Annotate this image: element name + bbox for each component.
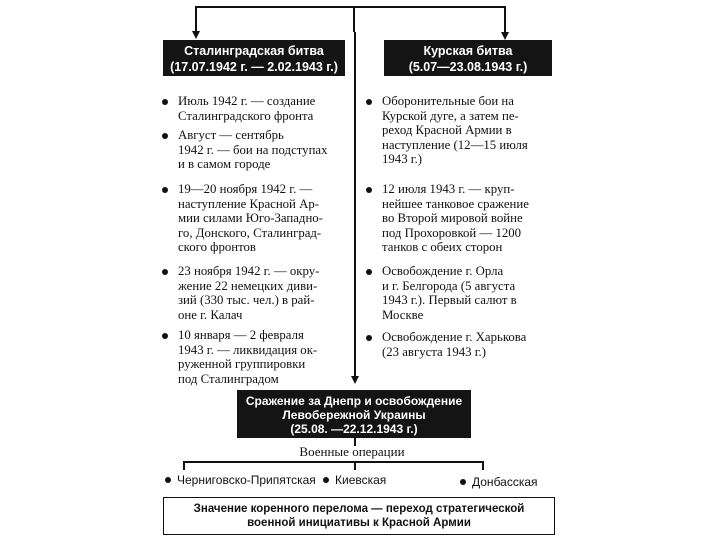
operation-item: Киевская bbox=[323, 473, 386, 487]
significance-box bbox=[163, 497, 555, 535]
bullet-icon bbox=[162, 333, 168, 339]
stalingrad-dates: (17.07.1942 г. — 2.02.1943 г.) bbox=[170, 60, 338, 74]
dnieper-title-line1: Сражение за Днепр и освобождение bbox=[245, 394, 463, 408]
central-divider-line bbox=[354, 32, 356, 378]
bullet-icon bbox=[162, 133, 168, 139]
dnieper-dates: (25.08. —22.12.1943 г.) bbox=[290, 422, 418, 436]
stalingrad-title: Сталинградская битва bbox=[184, 44, 324, 58]
operations-label: Военные операции bbox=[299, 444, 405, 459]
list-item: Июль 1942 г. — создание Сталинградского фронта bbox=[162, 94, 347, 123]
top-connector-right-vertical bbox=[353, 6, 355, 32]
list-item: 12 июля 1943 г. — круп- нейшее танковое сражение во Второй мировой войне под Прохоровкой — 1200 танков с обеих сторон bbox=[366, 182, 556, 255]
list-item: Освобождение г. Орла и г. Белгорода (5 августа 1943 г.). Первый салют в Москве bbox=[366, 264, 556, 322]
bullet-icon bbox=[323, 477, 329, 483]
list-item: 10 января — 2 февраля 1943 г. — ликвидация ок- руженной группировки под Сталинградом bbox=[162, 328, 347, 386]
list-item: 23 ноября 1942 г. — окру- жение 22 немецких диви- зий (330 тыс. чел.) в рай- оне г. Калач bbox=[162, 264, 347, 322]
list-item: Освобождение г. Харькова (23 августа 1943 г.) bbox=[366, 330, 556, 359]
bullet-icon bbox=[162, 269, 168, 275]
kursk-dates: (5.07—23.08.1943 г.) bbox=[408, 60, 528, 74]
list-item: Август — сентябрь 1942 г. — бои на подступах и в самом городе bbox=[162, 128, 347, 172]
list-item: 19—20 ноября 1942 г. — наступление Красной Ар- мии силами Юго-Западно- го, Донского, Сталинград- ского фронтов bbox=[162, 182, 347, 255]
operation-item: Донбасская bbox=[460, 475, 538, 489]
bullet-icon bbox=[162, 187, 168, 193]
bullet-icon bbox=[165, 477, 171, 483]
operations-bracket-center bbox=[354, 461, 356, 470]
operations-bracket-left bbox=[183, 461, 185, 470]
kursk-title: Курская битва bbox=[423, 44, 513, 58]
operations-bracket-horizontal bbox=[183, 461, 483, 463]
significance-line2: военной инициативы к Красной Армии bbox=[247, 517, 471, 529]
bullet-icon bbox=[366, 99, 372, 105]
dnieper-header bbox=[237, 390, 471, 438]
bullet-icon bbox=[366, 187, 372, 193]
arrow-down-icon bbox=[351, 376, 359, 384]
dnieper-title-line2: Левобережной Украины bbox=[282, 408, 426, 422]
operation-item: Черниговско-Припятская bbox=[165, 473, 316, 487]
bullet-icon bbox=[366, 269, 372, 275]
operations-bracket-right bbox=[482, 461, 484, 470]
bullet-icon bbox=[366, 335, 372, 341]
bullet-icon bbox=[162, 99, 168, 105]
bullet-icon bbox=[460, 479, 466, 485]
list-item: Оборонительные бои на Курской дуге, а затем пе- реход Красной Армии в наступление (12—15 июля 1943 г.) bbox=[366, 94, 556, 167]
significance-line1: Значение коренного перелома — переход стратегической bbox=[193, 503, 525, 515]
